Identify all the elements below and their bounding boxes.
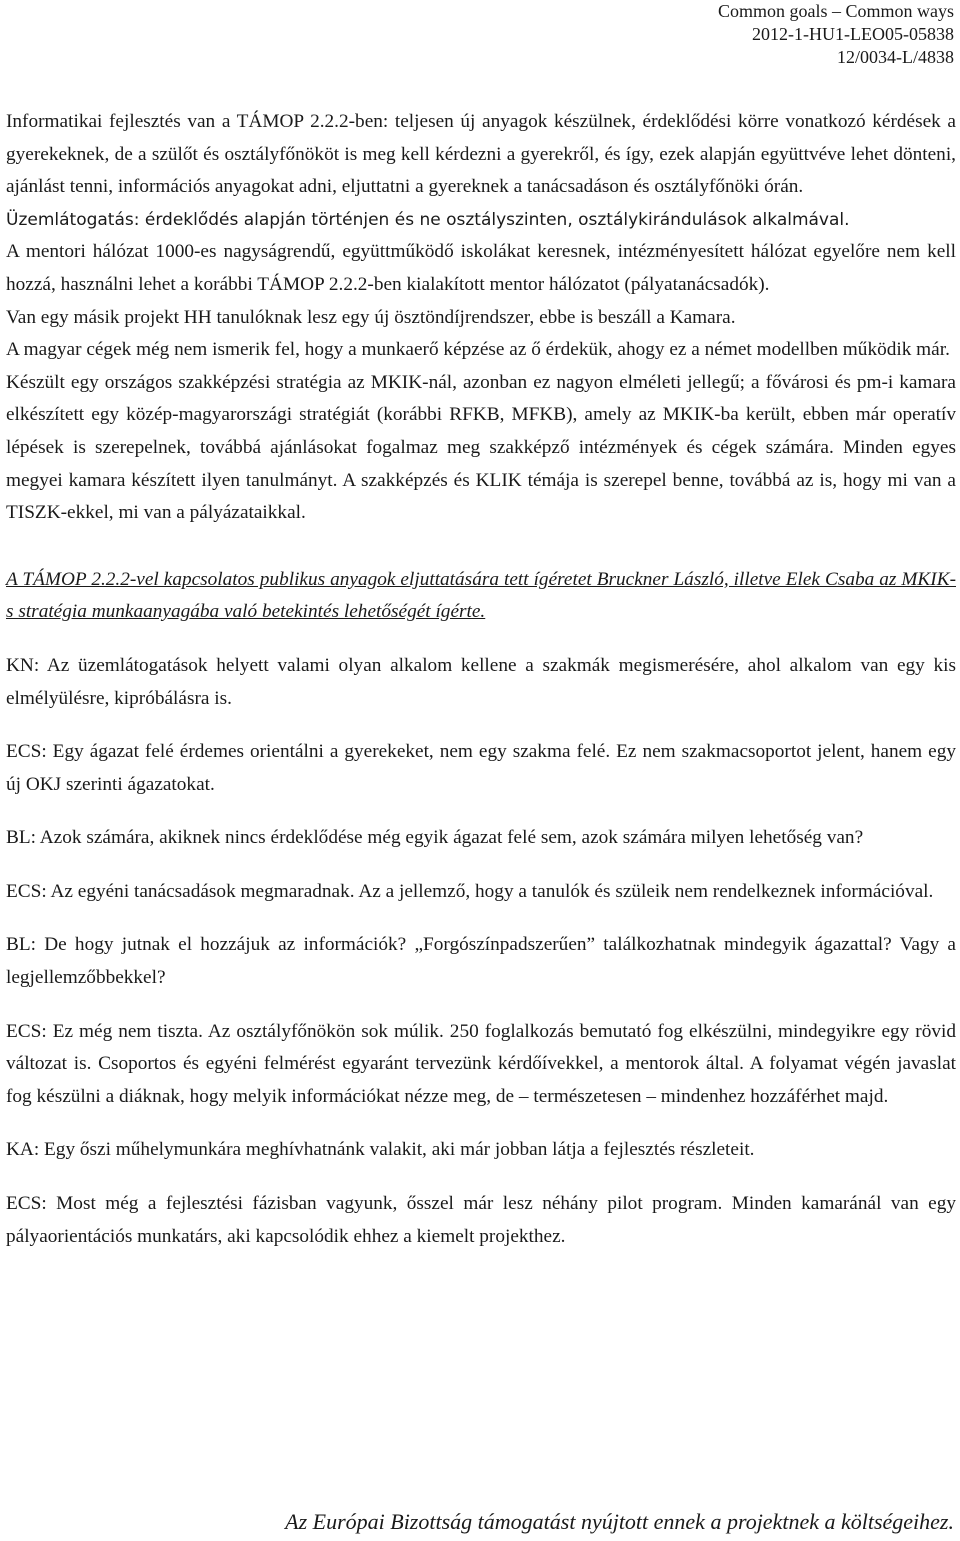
page-header bbox=[718, 0, 954, 69]
paragraph: ECS: Most még a fejlesztési fázisban vagyunk, ősszel már lesz néhány pilot program. Minden kamaránál van egy pályaorientációs munkatárs, aki kapcsolódik ehhez a kiemelt projekthez. bbox=[6, 1193, 956, 1247]
paragraph: A mentori hálózat 1000-es nagyságrendű, együttműködő iskolákat keresnek, intézményesített hálózat egyelőre nem kell hozzá, használni lehet a korábbi TÁMOP 2.2.2-ben kialakított mentor hálózatot (pályatanácsadók). bbox=[6, 241, 956, 295]
paragraph: Készült egy országos szakképzési stratégia az MKIK-nál, azonban ez nagyon elméleti jellegű; a fővárosi és pm-i kamara elkészített egy közép-magyarországi stratégiát (korábbi RFKB, MFKB), amely az MKIK-ba került, ebben már operatív lépések is szerepelnek, továbbá ajánlásokat fogalmaz meg szakképző intézmények és cégek számára. Minden egyes megyei kamara készített ilyen tanulmányt. A szakképzés és KLIK témája is szerepel benne, továbbá az is, hogy mi van a TISZK-ekkel, mi van a pályázataikkal. bbox=[6, 371, 956, 524]
header-reference-number: 12/0034-L/4838 bbox=[837, 47, 954, 67]
paragraph: BL: Azok számára, akiknek nincs érdeklődése még egyik ágazat felé sem, azok számára milyen lehetőség van? bbox=[6, 827, 864, 849]
paragraph: ECS: Az egyéni tanácsadások megmaradnak. Az a jellemző, hogy a tanulók és szüleik nem rendelkeznek információval. bbox=[6, 880, 934, 902]
paragraph: Van egy másik projekt HH tanulóknak lesz egy új ösztöndíjrendszer, ebbe is beszáll a Kamara. bbox=[6, 306, 736, 328]
header-project-title: Common goals – Common ways bbox=[717, 1, 954, 21]
document-body bbox=[6, 106, 956, 1253]
paragraph: ECS: Ez még nem tiszta. Az osztályfőnökön sok múlik. 250 foglalkozás bemutató fog elkészülni, mindegyikre egy rövid változat is. Csoportos és egyéni felmérést egyaránt tervezünk kérdőívekkel, a mentorok által. A folyamat végén javaslat fog készülni a diáknak, hogy melyik információkat nézze meg, de – természetesen – mindenhez hozzáférhet majd. bbox=[6, 1020, 956, 1107]
paragraph: Informatikai fejlesztés van a TÁMOP 2.2.2-ben: teljesen új anyagok készülnek, érdeklődési körre vonatkozó kérdések a gyerekeknek, de a szülőt és osztályfőnököt is meg kell kérdezni a gyerekről, és így, ezek alapján együttvéve lehet dönteni, ajánlást tenni, információs anyagokat adni, eljuttatni a gyereknek a tanácsadáson és osztályfőnöki órán. bbox=[6, 111, 956, 198]
header-project-code: 2012-1-HU1-LEO05-05838 bbox=[752, 24, 954, 44]
paragraph: A magyar cégek még nem ismerik fel, hogy a munkaerő képzése az ő érdekük, ahogy ez a német modellben működik már. bbox=[6, 339, 950, 361]
paragraph-promise: A TÁMOP 2.2.2-vel kapcsolatos publikus anyagok eljuttatására tett ígéretet Bruckner László, illetve Elek Csaba az MKIK-s stratégia munkaanyagába való betekintés lehetőségét ígérte. bbox=[6, 568, 956, 623]
paragraph: ECS: Egy ágazat felé érdemes orientálni a gyerekeket, nem egy szakma felé. Ez nem szakmacsoportot jelent, hanem egy új OKJ szerinti ágazatokat. bbox=[6, 741, 956, 795]
paragraph: Üzemlátogatás: érdeklődés alapján történjen és ne osztályszinten, osztálykirándulások alkalmával. bbox=[6, 209, 850, 230]
paragraph: KA: Egy őszi műhelymunkára meghívhatnánk valakit, aki már jobban látja a fejlesztés részleteit. bbox=[6, 1139, 755, 1161]
paragraph: KN: Az üzemlátogatások helyett valami olyan alkalom kellene a szakmák megismerésére, ahol alkalom van egy kis elmélyülésre, kipróbálásra is. bbox=[6, 654, 956, 709]
paragraph: BL: De hogy jutnak el hozzájuk az információk? „Forgószínpadszerűen” találkozhatnak mindegyik ágazattal? Vagy a legjellemzőbbekkel? bbox=[6, 934, 956, 989]
funding-disclaimer: Az Európai Bizottság támogatást nyújtott ennek a projektnek a költségeihez. bbox=[285, 1509, 954, 1534]
